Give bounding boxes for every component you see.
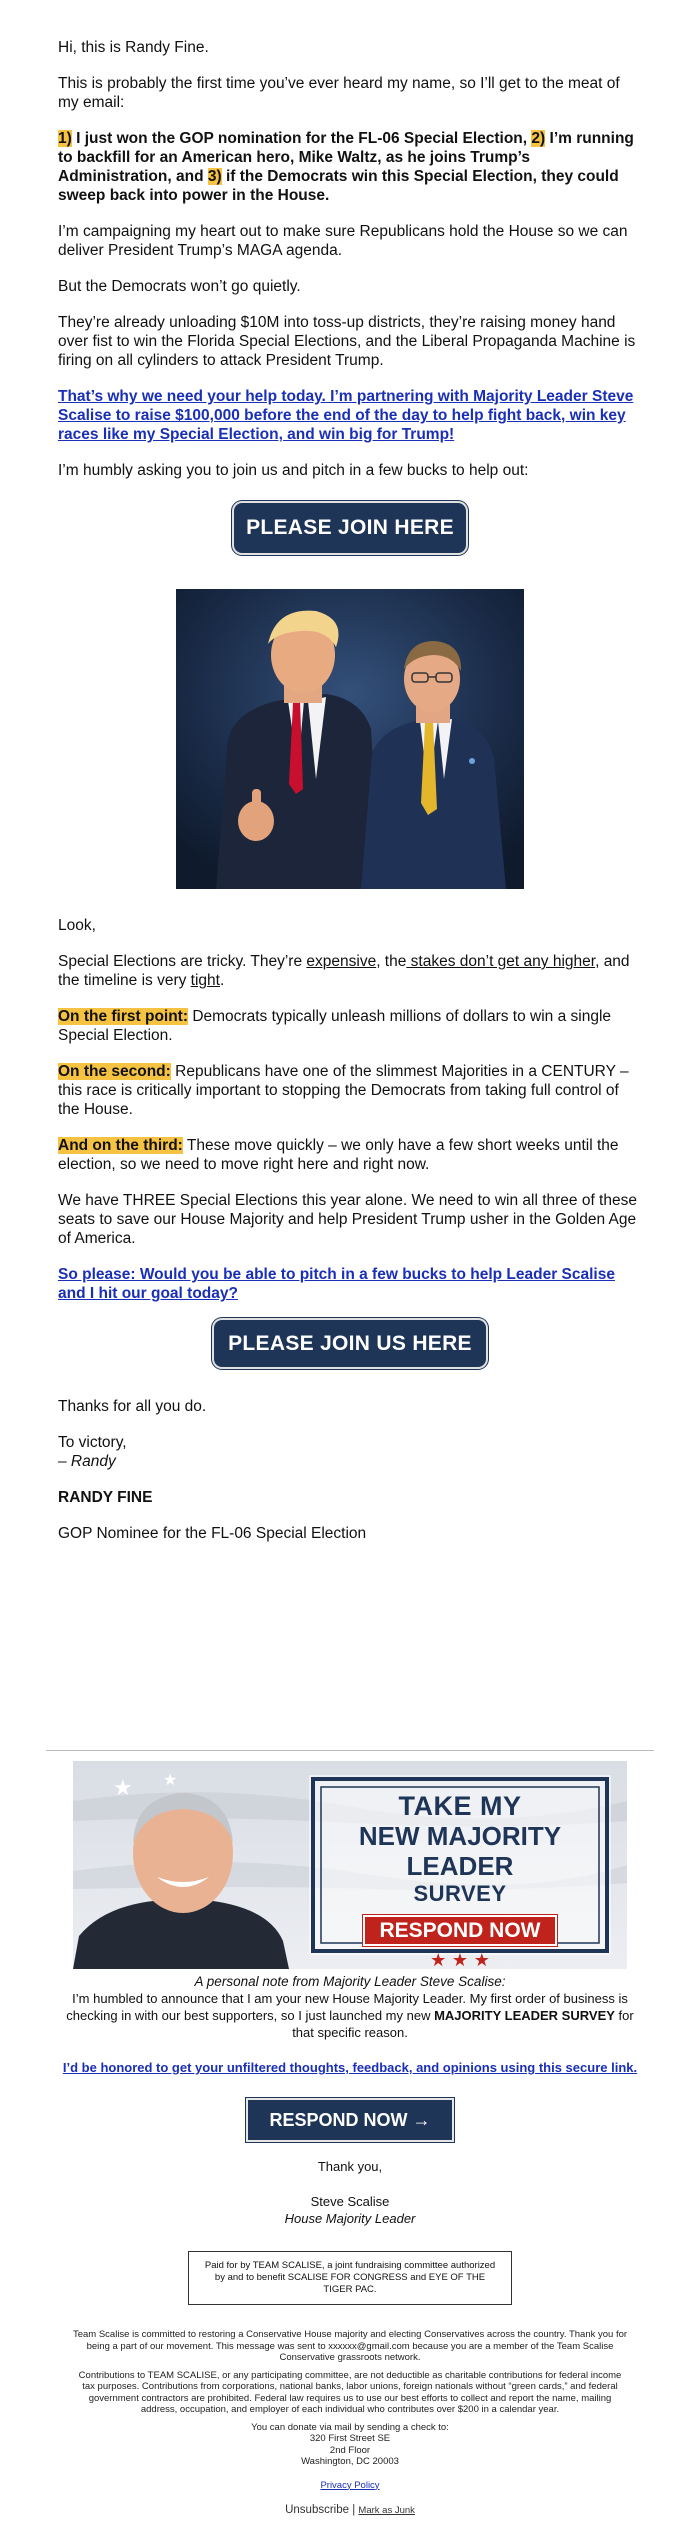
please-link-paragraph [58,1265,642,1303]
point-text-2: I’m running to backfill for an American hero, Mike Waltz, as he joins Trump’s Administration, and [58,130,634,185]
survey-section [0,1751,700,2517]
photo-wrap [58,589,642,894]
svg-text:★: ★ [113,1776,133,1801]
survey-link-paragraph [0,2059,700,2076]
respond-button-wrap [0,2100,700,2140]
point-text-1: I just won the GOP nomination for the FL-06 Special Election, [71,130,532,147]
unsubscribe-separator: | [349,2504,359,2516]
signer-name: Steve Scalise [310,2194,390,2209]
closing-signature: – Randy [58,1453,116,1470]
point-text-3: if the Democrats win this Special Election, they could sweep back into power in the House. [58,168,619,204]
survey-body-b: for that specific reason. [292,2008,634,2040]
fine-print-2: Contributions to TEAM SCALISE, or any participating committee, are not deductible as charitable contributions for federal income tax purposes. Contributions from corporations, national banks, labor unions, foreign nationals without “green cards,” and federal government contractors are prohibited. Federal law requires us to use our best efforts to collect and report the name, mailing address, occupation, and employer of each individual who contributes over $200 in a calendar year. [78,2369,622,2415]
spacer [0,1543,700,1750]
please-join-here-button[interactable]: PLEASE JOIN HERE [234,503,466,553]
closing-paragraph [58,1433,642,1471]
fine-print-1: Team Scalise is committed to restoring a Conservative House majority and electing Conservatives across the country. Thank you for being a part of our movement. This message was sent to xxxxxx@gmail.com because you are a member of the Team Scalise Conservative grassroots network. [72,2329,628,2363]
partner-link[interactable]: That’s why we need your help today. I’m partnering with Majority Leader Steve Scalise to raise $100,000 before the end of the day to help fight back, win key races like my Special Election, and win big for Trump! [58,388,634,443]
thank-you: Thank you, [317,2159,383,2174]
third-point-label: And on the third: [58,1137,183,1154]
banner-text-block [321,1791,599,1969]
svg-text:★: ★ [163,1770,178,1789]
note-intro: A personal note from Majority Leader Steve Scalise: [194,1974,506,1989]
point-number-1: 1) [58,130,72,147]
banner-respond-now-cta[interactable]: RESPOND NOW [363,1915,556,1946]
tricky-text-a: Special Elections are tricky. They’re [58,953,307,970]
tricky-tight: tight [190,972,220,989]
second-point-label: On the second: [58,1063,171,1080]
point-number-2: 2) [531,130,546,147]
survey-secure-link[interactable]: I’d be honored to get your unfiltered thoughts, feedback, and opinions using this secure link. [62,2060,638,2075]
tricky-stakes: stakes don’t get any higher [406,953,596,970]
partner-link-paragraph [58,387,642,444]
thanks-paragraph: Thanks for all you do. [58,1398,207,1415]
mail-check-text: You can donate via mail by sending a check to: [251,2421,449,2433]
point-number-3: 3) [207,168,222,185]
campaign-paragraph: I’m campaigning my heart out to make sure Republicans hold the House so we can deliver President Trump’s MAGA agenda. [58,223,628,259]
tricky-text-c: , the [376,953,407,970]
tricky-text-e: , and the timeline is very [58,953,630,989]
signer-title: House Majority Leader [284,2211,416,2226]
survey-body-paragraph [0,1990,700,2041]
survey-body-a: I’m humbled to announce that I am your new House Majority Leader. My first order of business is checking in with our best supporters, so I just launched my new [66,1991,628,2023]
banner-line2: NEW MAJORITY LEADER [358,1821,562,1881]
candidate-photo[interactable] [176,589,524,889]
signature-title: GOP Nominee for the FL-06 Special Election [58,1525,367,1542]
first-point-paragraph [58,1007,642,1045]
address-line-3: Washington, DC 20003 [301,2456,399,2467]
greeting: Hi, this is Randy Fine. [58,39,209,56]
first-point-text: Democrats typically unleash millions of dollars to win a single Special Election. [58,1008,612,1044]
three-elections-paragraph: We have THREE Special Elections this year alone. We need to win all three of these seats to save our House Majority and help President Trump usher in the Golden Age of America. [58,1192,637,1247]
closing-text: To victory, [58,1434,127,1451]
first-point-label: On the first point: [58,1008,189,1025]
second-point-paragraph [58,1062,642,1119]
tricky-text-g: . [219,972,225,989]
unsubscribe-link[interactable]: Unsubscribe [285,2504,350,2516]
intro-paragraph: This is probably the first time you’ve ever heard my name, so I’ll get to the meat of my email: [58,75,620,111]
fine-print [0,2329,700,2517]
third-point-paragraph [58,1136,642,1174]
signature-name: RANDY FINE [58,1489,153,1506]
unloading-paragraph: They’re already unloading $10M into toss-up districts, they’re raising money hand over fist to win the Florida Special Elections, and the Liberal Propaganda Machine is firing on all cylinders to attack President Trump. [58,314,636,369]
privacy-policy-link[interactable]: Privacy Policy [320,2479,380,2491]
quiet-paragraph: But the Democrats won’t go quietly. [58,278,301,295]
tricky-paragraph [58,952,642,990]
key-points-paragraph [58,129,642,205]
address-line-2: 2nd Floor [329,2444,371,2456]
mark-as-junk-link[interactable]: Mark as Junk [358,2505,415,2516]
respond-now-button[interactable]: RESPOND NOW → [248,2100,452,2140]
look-paragraph: Look, [58,917,96,934]
humbly-paragraph: I’m humbly asking you to join us and pitch in a few bucks to help out: [58,462,529,479]
please-join-us-here-button[interactable]: PLEASE JOIN US HERE [214,1320,486,1367]
second-point-text: Republicans have one of the slimmest Majorities in a CENTURY – this race is critically important to stopping the Democrats from taking full control of the House. [58,1063,629,1118]
survey-banner[interactable] [73,1761,627,1969]
banner-stars: ★ ★ ★ [430,1950,490,1969]
banner-line3: SURVEY [413,1881,507,1906]
address-line-1: 320 First Street SE [309,2433,391,2444]
photo-illustration [176,589,524,889]
banner-line1: TAKE MY [398,1791,522,1821]
third-point-text: These move quickly – we only have a few short weeks until the election, so we need to move right here and right now. [58,1137,619,1173]
mail-address-block [72,2422,628,2468]
join-button-wrap [58,497,642,553]
tricky-expensive: expensive [306,953,377,970]
banner-wrap [0,1751,700,1973]
paid-for-box: Paid for by TEAM SCALISE, a joint fundraising committee authorized by and to benefit SCALISE FOR CONGRESS and EYE OF THE TIGER PAC. [188,2251,512,2305]
join-us-button-wrap [58,1320,642,1367]
unsubscribe-row [72,2505,628,2517]
please-pitch-in-link[interactable]: So please: Would you be able to pitch in a few bucks to help Leader Scalise and I hit our goal today? [58,1266,615,1302]
survey-body-bold: MAJORITY LEADER SURVEY [434,2008,615,2023]
